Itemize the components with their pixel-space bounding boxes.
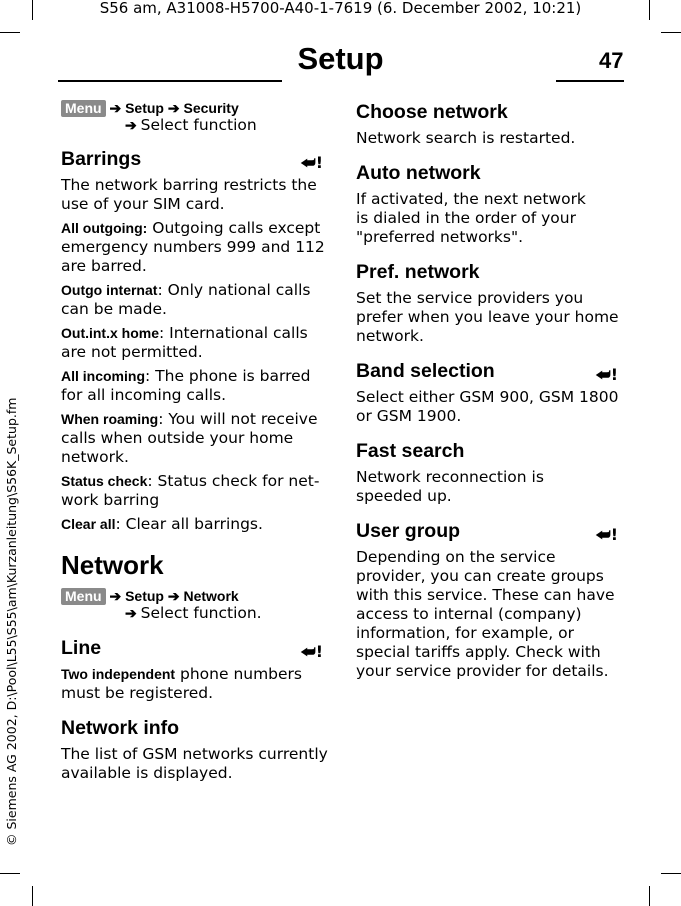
select-function-text: Select function <box>140 116 257 134</box>
sim-provider-icon: ⮨! <box>595 525 618 544</box>
header-rule-right <box>556 80 624 82</box>
band-selection-heading <box>356 359 624 383</box>
crop-mark <box>32 886 33 906</box>
user-group-heading <box>356 519 624 543</box>
barring-desc: : Status check for net-work barring <box>61 472 320 509</box>
copyright-side-text: © Siemens AG 2002, D:\Pool\L55\S55\am\Kurzanleitung\S56K_Setup.fm <box>4 397 19 846</box>
line-heading <box>61 636 329 660</box>
path-setup: Setup <box>125 588 164 604</box>
menu-key[interactable]: Menu <box>61 100 106 117</box>
crop-mark <box>661 873 681 874</box>
network-info-heading: Network info <box>61 717 180 739</box>
sim-provider-icon: ⮨! <box>300 642 323 661</box>
arrow-icon: ➔ <box>125 605 137 621</box>
fast-search-heading: Fast search <box>356 440 465 462</box>
right-column <box>356 100 624 681</box>
barring-item <box>61 219 329 276</box>
user-group-text: Depending on the service provider, you can create groups with this service. These can have access to internal (company) information, for example, or special tariffs apply. Check with your service provider for details. <box>356 548 615 680</box>
barring-desc: : Clear all barrings. <box>115 515 263 533</box>
barrings-intro: The network barring restricts the use of your SIM card. <box>61 176 317 213</box>
barring-item <box>61 410 329 467</box>
path-network: Network <box>183 588 239 604</box>
barrings-heading <box>61 147 329 171</box>
arrow-icon: ➔ <box>167 100 180 116</box>
left-column <box>61 100 329 783</box>
crop-mark <box>661 32 681 33</box>
crop-mark <box>0 32 20 33</box>
arrow-icon: ➔ <box>109 100 122 116</box>
band-selection-title: Band selection <box>356 360 495 382</box>
barring-term: When roaming <box>61 411 159 427</box>
barring-desc: Outgoing calls except emergency numbers 999 and 112 are barred. <box>61 219 325 275</box>
barring-item <box>61 324 329 362</box>
path-security: Security <box>183 100 239 116</box>
page-title: Setup <box>297 41 384 76</box>
line-title: Line <box>61 637 102 659</box>
barring-item <box>61 281 329 319</box>
header-rule-left <box>58 80 282 82</box>
pref-network-text: Set the service providers you prefer when you leave your home network. <box>356 289 619 345</box>
barring-term: Status check <box>61 473 148 489</box>
auto-network-heading: Auto network <box>356 162 481 184</box>
menu-path-action <box>61 605 329 622</box>
page-number: 47 <box>599 48 624 73</box>
fast-search-text: Network reconnection is speeded up. <box>356 468 544 505</box>
select-function-text: Select function. <box>140 604 262 622</box>
line-text <box>61 665 329 703</box>
barring-desc: : International calls are not permitted. <box>61 324 308 361</box>
auto-network-text: If activated, the next network is dialed in the order of your "preferred networks". <box>356 190 586 246</box>
arrow-icon: ➔ <box>125 117 137 133</box>
barring-desc: : Only national calls can be made. <box>61 281 311 318</box>
sim-provider-icon: ⮨! <box>595 365 618 384</box>
choose-network-text: Network search is restarted. <box>356 129 576 147</box>
barrings-title: Barrings <box>61 148 142 170</box>
barring-item <box>61 472 329 510</box>
barring-term: All incoming <box>61 368 145 384</box>
barring-desc: : You will not receive calls when outside your home network. <box>61 410 318 466</box>
barring-term: All outgoing: <box>61 220 148 236</box>
network-heading: Network <box>61 550 164 580</box>
user-group-title: User group <box>356 520 461 542</box>
menu-key[interactable]: Menu <box>61 588 106 605</box>
path-setup: Setup <box>125 100 164 116</box>
barring-desc: : The phone is barred for all incoming calls. <box>61 367 311 404</box>
barring-term: Clear all <box>61 516 116 532</box>
barring-term: Out.int.x home <box>61 325 159 341</box>
arrow-icon: ➔ <box>167 588 180 604</box>
band-selection-text: Select either GSM 900, GSM 1800 or GSM 1900. <box>356 388 619 425</box>
barring-item <box>61 367 329 405</box>
barring-term: Outgo internat <box>61 282 158 298</box>
menu-path-action <box>61 117 329 134</box>
menu-path-network <box>61 588 329 605</box>
crop-mark <box>649 886 650 906</box>
sim-provider-icon: ⮨! <box>300 153 323 172</box>
network-info-text: The list of GSM networks currently available is displayed. <box>61 745 328 782</box>
pref-network-heading: Pref. network <box>356 261 480 283</box>
running-header: S56 am, A31008-H5700-A40-1-7619 (6. December 2002, 10:21) <box>99 0 582 17</box>
line-desc: phone numbers must be registered. <box>61 665 303 702</box>
barring-item <box>61 515 329 534</box>
line-term: Two independent <box>61 666 176 682</box>
menu-path-security <box>61 100 329 117</box>
choose-network-heading: Choose network <box>356 101 508 123</box>
arrow-icon: ➔ <box>109 588 122 604</box>
crop-mark <box>0 873 20 874</box>
